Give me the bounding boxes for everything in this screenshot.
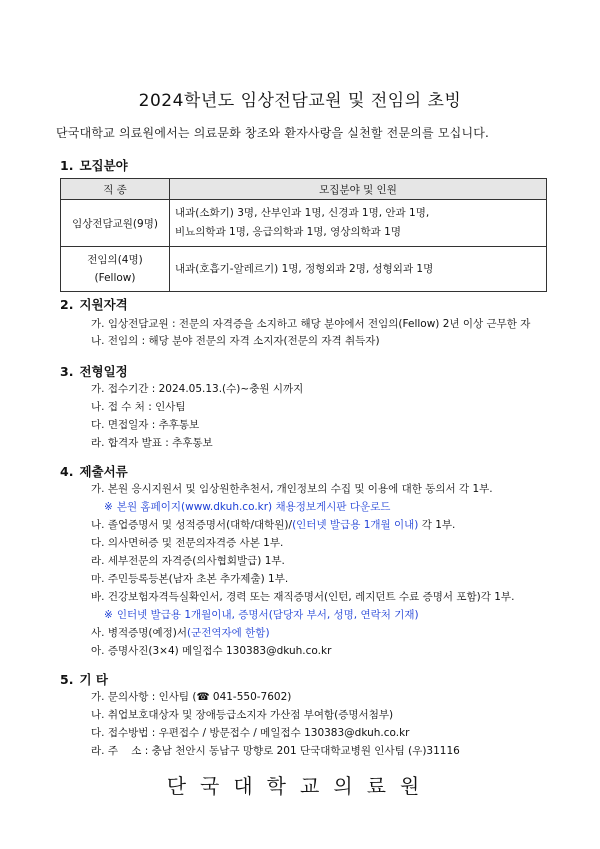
- list-item: 나. 취업보호대상자 및 장애등급소지자 가산점 부여함(증명서첨부): [91, 709, 394, 721]
- note-text: 인터넷 발급용 1개월이내, 증명서(담당자 부서, 성명, 연락처 기재): [116, 609, 419, 621]
- list-item: 라. 세부전문의 자격증(의사협회발급) 1부.: [91, 555, 285, 567]
- item-text: 사. 병적증명(예정)서: [91, 627, 188, 639]
- section-4-heading: [60, 462, 128, 480]
- note-mark: ※: [104, 501, 113, 513]
- intro-text: 단국대학교 의료원에서는 의료문화 창조와 환자사랑을 실천할 전문의를 모십니다.: [56, 126, 490, 140]
- table-cell-detail: [170, 247, 547, 292]
- list-item: 나. 전임의 : 해당 분야 전문의 자격 소지자(전문의 자격 취득자): [91, 335, 380, 347]
- note-mark: ※: [104, 609, 113, 621]
- list-item: 가. 본원 응시지원서 및 임상원한추천서, 개인정보의 수집 및 이용에 대한 동의서 각 1부.: [91, 483, 493, 495]
- list-item: 다. 면접일자 : 추후통보: [91, 419, 200, 431]
- section-3-title: 전형일정: [79, 364, 128, 379]
- footer-organization: 단국대학교의료원: [166, 774, 434, 798]
- section-5-title: 기 타: [79, 672, 108, 687]
- page-title: 2024학년도 임상전담교원 및 전임의 초빙: [138, 91, 462, 111]
- table-row: [61, 247, 547, 292]
- item-highlight: (군전역자에 한함): [187, 627, 270, 639]
- list-item: [91, 625, 270, 640]
- section-3-heading: [60, 362, 128, 380]
- list-item: 나. 접 수 처 : 인사팀: [91, 401, 186, 413]
- note-homepage: [104, 499, 390, 514]
- list-item: 마. 주민등록등본(남자 초본 추가제출) 1부.: [91, 573, 289, 585]
- role-line: 전임의(4명): [87, 254, 143, 266]
- role-line: (Fellow): [94, 272, 136, 284]
- list-item: 가. 접수기간 : 2024.05.13.(수)~충원 시까지: [91, 383, 304, 395]
- table-header-detail: 모집분야 및 인원: [170, 179, 547, 200]
- list-item: 라. 주 소 : 충남 천안시 동남구 망향로 201 단국대학교병원 인사팀 (우)31116: [91, 745, 460, 757]
- table-cell-role: [61, 247, 170, 292]
- detail-line: 내과(호흡기-알레르기) 1명, 정형외과 2명, 성형외과 1명: [175, 262, 434, 275]
- recruit-table: [60, 178, 547, 292]
- section-2-heading: [60, 295, 128, 313]
- list-item: 아. 증명사진(3×4) 메일접수 130383@dkuh.co.kr: [91, 645, 332, 657]
- table-cell-role: [61, 200, 170, 247]
- item-highlight: (인터넷 발급용 1개월 이내): [292, 519, 419, 531]
- note-text: 본원 홈페이지(www.dkuh.co.kr) 채용정보게시판 다운로드: [116, 501, 391, 513]
- list-item: 라. 합격자 발표 : 추후통보: [91, 437, 213, 449]
- note-internet: [104, 607, 419, 622]
- list-item: 가. 임상전담교원 : 전문의 자격증을 소지하고 해당 분야에서 전임의(Fellow) 2년 이상 근무한 자: [91, 318, 531, 330]
- section-5-heading: [60, 670, 108, 688]
- item-text: 나. 졸업증명서 및 성적증명서(대학/대학원)/: [91, 519, 293, 531]
- section-1-heading: [60, 156, 128, 174]
- section-2-number: 2.: [60, 297, 74, 312]
- section-3-number: 3.: [60, 364, 74, 379]
- list-item: 바. 건강보험자격득실확인서, 경력 또는 재직증명서(인턴, 레지던트 수료 증명서 포함)각 1부.: [91, 591, 515, 603]
- list-item: 다. 접수방법 : 우편접수 / 방문접수 / 메일접수 130383@dkuh.co.kr: [91, 727, 410, 739]
- list-item: [91, 517, 455, 532]
- list-item: 가. 문의사항 : 인사팀 (☎ 041-550-7602): [91, 691, 292, 703]
- detail-line: 내과(소화기) 3명, 산부인과 1명, 신경과 1명, 안과 1명,: [175, 207, 430, 219]
- table-cell-detail: [170, 200, 547, 247]
- table-header-role: 직 종: [61, 179, 170, 200]
- section-1-number: 1.: [60, 158, 74, 173]
- detail-line: 비뇨의학과 1명, 응급의학과 1명, 영상의학과 1명: [175, 226, 401, 238]
- section-4-number: 4.: [60, 464, 74, 479]
- section-2-title: 지원자격: [79, 297, 128, 312]
- list-item: 다. 의사면허증 및 전문의자격증 사본 1부.: [91, 537, 284, 549]
- role-line: 임상전담교원(9명): [72, 217, 158, 230]
- item-text: 각 1부.: [418, 519, 456, 531]
- table-row: [61, 200, 547, 247]
- section-4-title: 제출서류: [79, 464, 128, 479]
- section-5-number: 5.: [60, 672, 74, 687]
- section-1-title: 모집분야: [79, 158, 128, 173]
